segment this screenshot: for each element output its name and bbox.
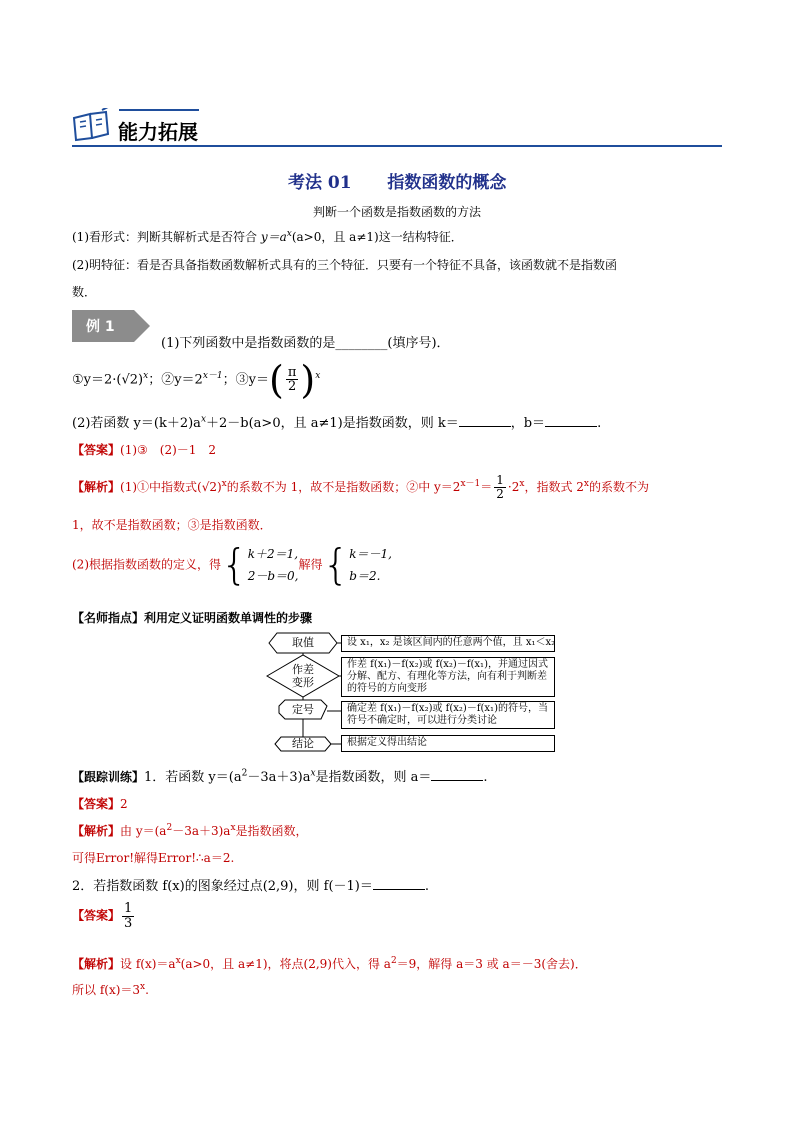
point-2-line2: 数． (72, 285, 97, 299)
practice-analysis-2: 【解析】设 $f(x)=a^x(a>0$，且 a≠1)，将点(2,9)代入，得 $a^2=9$，解得 a＝3 或 a＝－3(舍去)． (72, 956, 587, 971)
flow-step-label: 结论 (292, 737, 314, 750)
practice-answer-2: 【答案】 $\frac{1}{3}$ (72, 901, 133, 931)
practice-answer-1: 【答案】2 (72, 797, 128, 811)
point-1: (1)看形式：判断其解析式是否符合 $y=a^x(a>0$，且 a≠1)这一结构特征． (72, 229, 463, 244)
practice-question-1: 【跟踪训练】1．若函数 $y=(a^2-3a+3)a^x$是指数函数，则 a＝ . (72, 766, 488, 785)
header-book-icon (72, 108, 112, 144)
practice-analysis-1-line2: 可得Error!解得Error!∴a＝2. (72, 851, 235, 865)
example-badge (72, 310, 152, 342)
example-answer: 【答案】(1)③ (2)－1 2 (72, 443, 217, 457)
tip-heading: 【名师指点】利用定义证明函数单调性的步骤 (72, 611, 313, 625)
example-badge-label: 例 1 (86, 319, 115, 335)
example-options: $①y=2\cdot(√2)^x$；$②y=2^{x-1}$；③y＝( $\frac{\pi}{2}$ )$^x$ (72, 357, 321, 402)
practice-analysis-2-line2: 所以 $f(x)=3^x$. (72, 982, 149, 997)
flow-step-label: 作差 变形 (292, 663, 314, 689)
point-2-line1: (2)明特征：看是否具备指数函数解析式具有的三个特征．只要有一个特征不具备，该函数就不是指数函 (72, 258, 618, 272)
flow-step-desc: 根据定义得出结论 (341, 735, 555, 752)
header-top-rule (119, 109, 199, 111)
topic-number: 考法 01 (288, 173, 352, 193)
topic-name: 指数函数的概念 (387, 173, 507, 193)
topic-subtitle: 判断一个函数是指数函数的方法 (313, 205, 482, 219)
flow-step-desc: 作差 f(x₁)－f(x₂)或 f(x₂)－f(x₁)，并通过因式分解、配方、有理化等方法，向有利于判断差的符号的方向变形 (341, 657, 555, 697)
section-title: 能力拓展 (118, 120, 198, 144)
flow-step-desc: 确定差 f(x₁)－f(x₂)或 f(x₂)－f(x₁)的符号，当符号不确定时，可以进行分类讨论 (341, 701, 555, 729)
example-analysis-2: (2)根据指数函数的定义，得{k＋2＝1, 2－b＝0,解得{k＝－1, b＝2. (72, 540, 392, 589)
flowchart (265, 631, 555, 755)
example-analysis-1: 【解析】(1)①中指数式$(√2)^x$的系数不为 1，故不是指数函数；②中 $y=2^{x-1}=$ $\frac{1}{2}$ $\cdot 2^x$，指数式 2$^x$的系数不为 (72, 473, 649, 501)
flow-step-desc: 设 x₁，x₂ 是该区间内的任意两个值，且 x₁＜x₂ (341, 635, 555, 652)
topic-title (288, 168, 506, 193)
practice-question-2: 2．若指数函数 f(x)的图象经过点(2,9)，则 f(－1)＝ . (72, 875, 429, 894)
flow-step-label: 定号 (292, 703, 314, 716)
example-analysis-1-line2: 1，故不是指数函数；③是指数函数． (72, 518, 272, 532)
header-rule (72, 145, 722, 147)
practice-analysis-1: 【解析】由 $y=(a^2-3a+3)a^x$是指数函数， (72, 823, 308, 838)
flow-step-label: 取值 (292, 636, 314, 649)
example-question-1: (1)下列函数中是指数函数的是________(填序号)． (161, 336, 450, 351)
example-question-2: (2)若函数 $y=(k+2)a^x+2-b(a>0$，且 a≠1)是指数函数，则 k＝ ，b＝ . (72, 412, 601, 431)
